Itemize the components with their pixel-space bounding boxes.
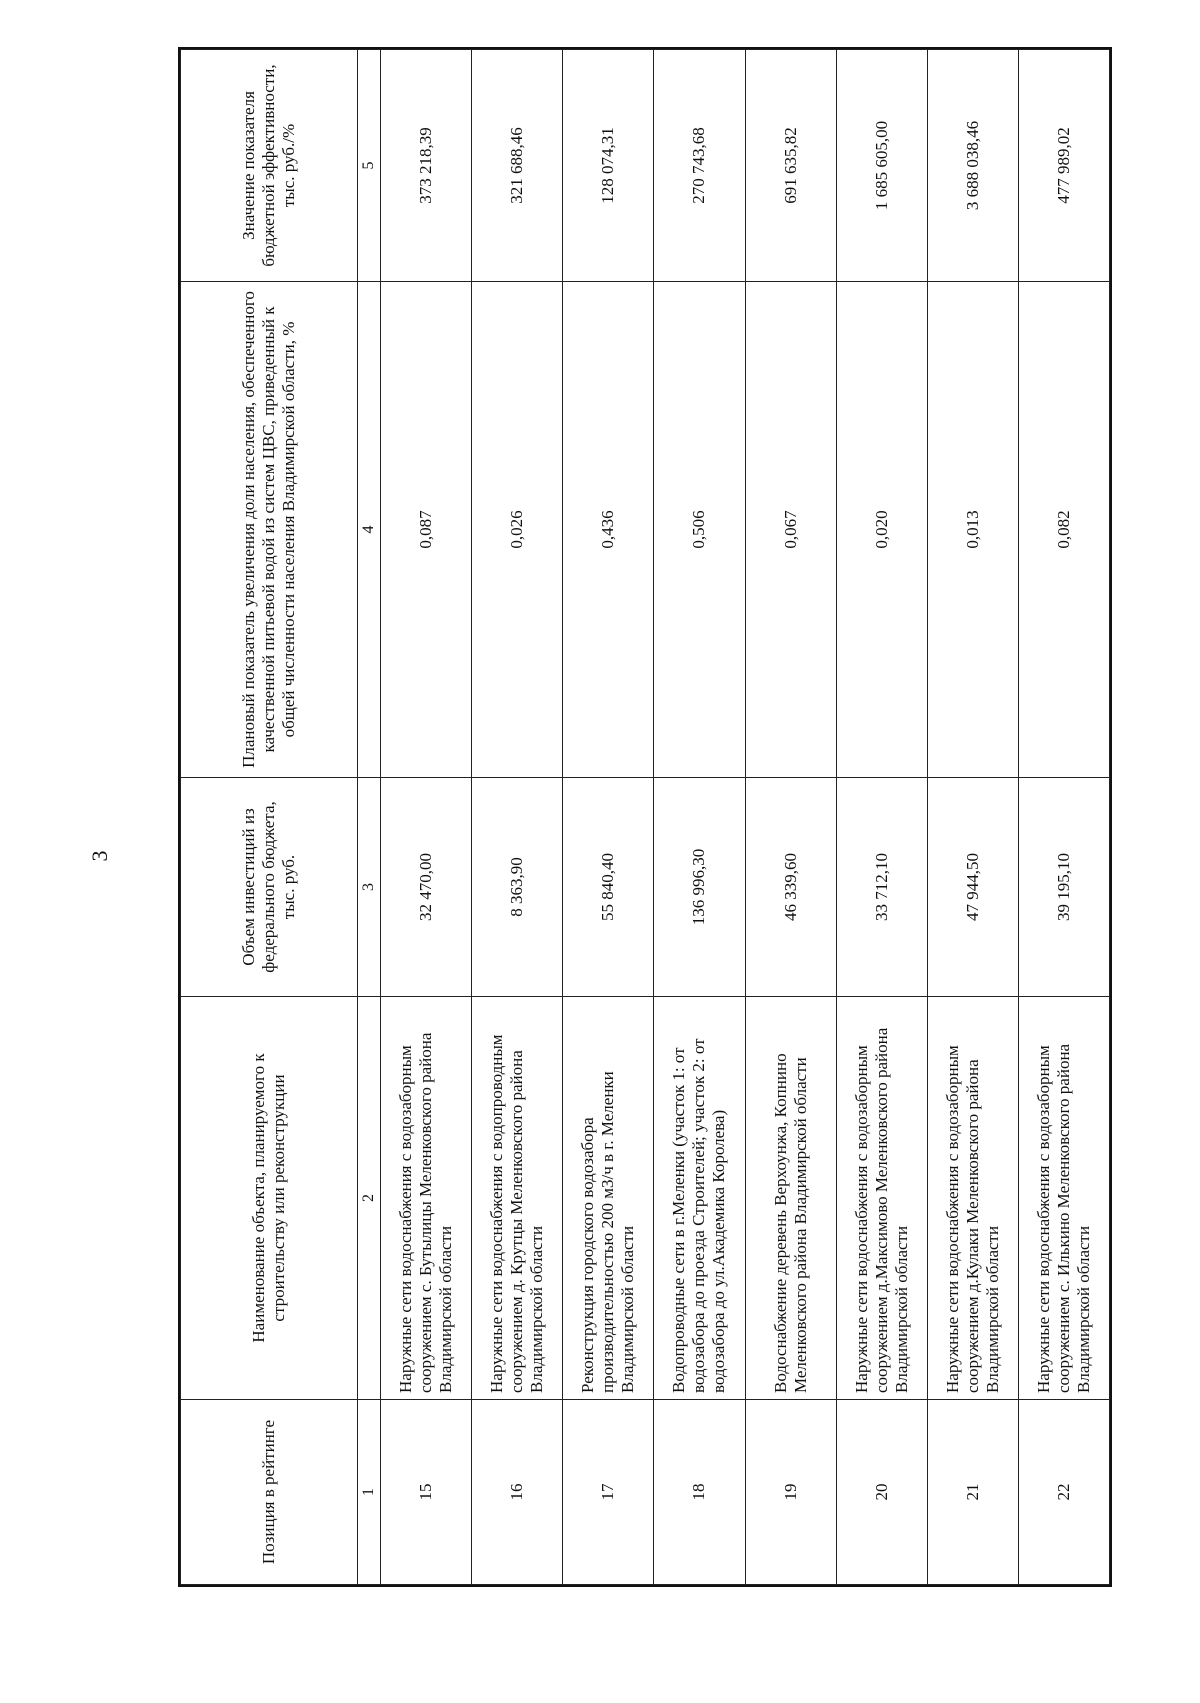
investment-cell: 8 363,90 bbox=[472, 778, 563, 997]
position-cell: 18 bbox=[654, 1400, 745, 1585]
indicator-cell: 0,020 bbox=[836, 282, 927, 778]
indicator-cell: 0,067 bbox=[745, 282, 836, 778]
table-header-row bbox=[181, 50, 358, 1585]
object-name-cell: Водопроводные сети в г.Меленки (участок 1: от водозабора до проезда Строителей; участок 2: от водозабора до ул.Академика Королева) bbox=[654, 997, 745, 1400]
object-name-cell: Наружные сети водоснабжения с водозаборным сооружением д.Максимово Меленковского района Владимирской области bbox=[836, 997, 927, 1400]
efficiency-cell: 373 218,39 bbox=[381, 50, 472, 282]
position-cell: 22 bbox=[1018, 1400, 1109, 1585]
investment-cell: 39 195,10 bbox=[1018, 778, 1109, 997]
table-row bbox=[836, 50, 927, 1585]
position-cell: 16 bbox=[472, 1400, 563, 1585]
efficiency-cell: 270 743,68 bbox=[654, 50, 745, 282]
position-cell: 19 bbox=[745, 1400, 836, 1585]
indicator-cell: 0,436 bbox=[563, 282, 654, 778]
column-number: 2 bbox=[358, 997, 381, 1400]
efficiency-cell: 321 688,46 bbox=[472, 50, 563, 282]
investment-cell: 136 996,30 bbox=[654, 778, 745, 997]
header-position: Позиция в рейтинге bbox=[181, 1400, 358, 1585]
efficiency-cell: 691 635,82 bbox=[745, 50, 836, 282]
indicator-cell: 0,082 bbox=[1018, 282, 1109, 778]
page-number: 3 bbox=[87, 850, 112, 862]
table-row bbox=[563, 50, 654, 1585]
investment-cell: 55 840,40 bbox=[563, 778, 654, 997]
table-row bbox=[745, 50, 836, 1585]
investment-cell: 46 339,60 bbox=[745, 778, 836, 997]
header-object-name: Наименование объекта, планируемого к строительству или реконструкции bbox=[181, 997, 358, 1400]
column-number: 1 bbox=[358, 1400, 381, 1585]
rotated-table-container bbox=[180, 64, 1110, 1585]
position-cell: 17 bbox=[563, 1400, 654, 1585]
header-budget-efficiency: Значение показателя бюджетной эффективности, тыс. руб./% bbox=[181, 50, 358, 282]
indicator-cell: 0,087 bbox=[381, 282, 472, 778]
object-name-cell: Наружные сети водоснабжения с водозаборным сооружением д.Кулаки Меленковского района Владимирской области bbox=[927, 997, 1018, 1400]
object-name-cell: Наружные сети водоснабжения с водозаборным сооружением с. Илькино Меленковского района Владимирской области bbox=[1018, 997, 1109, 1400]
efficiency-cell: 128 074,31 bbox=[563, 50, 654, 282]
table-row bbox=[472, 50, 563, 1585]
object-name-cell: Наружные сети водоснабжения с водозаборным сооружением с. Бутылицы Меленковского района Владимирской области bbox=[381, 997, 472, 1400]
investment-cell: 47 944,50 bbox=[927, 778, 1018, 997]
object-name-cell: Наружные сети водоснабжения с водопроводным сооружением д. Крутцы Меленковского района Владимирской области bbox=[472, 997, 563, 1400]
column-number: 3 bbox=[358, 778, 381, 997]
table-row bbox=[927, 50, 1018, 1585]
column-number-row bbox=[358, 50, 381, 1585]
efficiency-cell: 3 688 038,46 bbox=[927, 50, 1018, 282]
efficiency-cell: 477 989,02 bbox=[1018, 50, 1109, 282]
investment-cell: 32 470,00 bbox=[381, 778, 472, 997]
position-cell: 20 bbox=[836, 1400, 927, 1585]
efficiency-cell: 1 685 605,00 bbox=[836, 50, 927, 282]
position-cell: 15 bbox=[381, 1400, 472, 1585]
table-row bbox=[654, 50, 745, 1585]
table-row bbox=[381, 50, 472, 1585]
rating-table bbox=[180, 49, 1110, 1585]
indicator-cell: 0,026 bbox=[472, 282, 563, 778]
column-number: 5 bbox=[358, 50, 381, 282]
header-planned-indicator: Плановый показатель увеличения доли населения, обеспеченного качественной питьевой водой из систем ЦВС, приведенный к общей численности населения Владимирской области, % bbox=[181, 282, 358, 778]
position-cell: 21 bbox=[927, 1400, 1018, 1585]
object-name-cell: Водоснабжение деревень Верхоунжа, Копнино Меленковского района Владимирской области bbox=[745, 997, 836, 1400]
investment-cell: 33 712,10 bbox=[836, 778, 927, 997]
header-investment: Объем инвестиций из федерального бюджета, тыс. руб. bbox=[181, 778, 358, 997]
table-row bbox=[1018, 50, 1109, 1585]
indicator-cell: 0,506 bbox=[654, 282, 745, 778]
indicator-cell: 0,013 bbox=[927, 282, 1018, 778]
object-name-cell: Реконструкция городского водозабора производительностью 200 м3/ч в г. Меленки Владимирской области bbox=[563, 997, 654, 1400]
column-number: 4 bbox=[358, 282, 381, 778]
